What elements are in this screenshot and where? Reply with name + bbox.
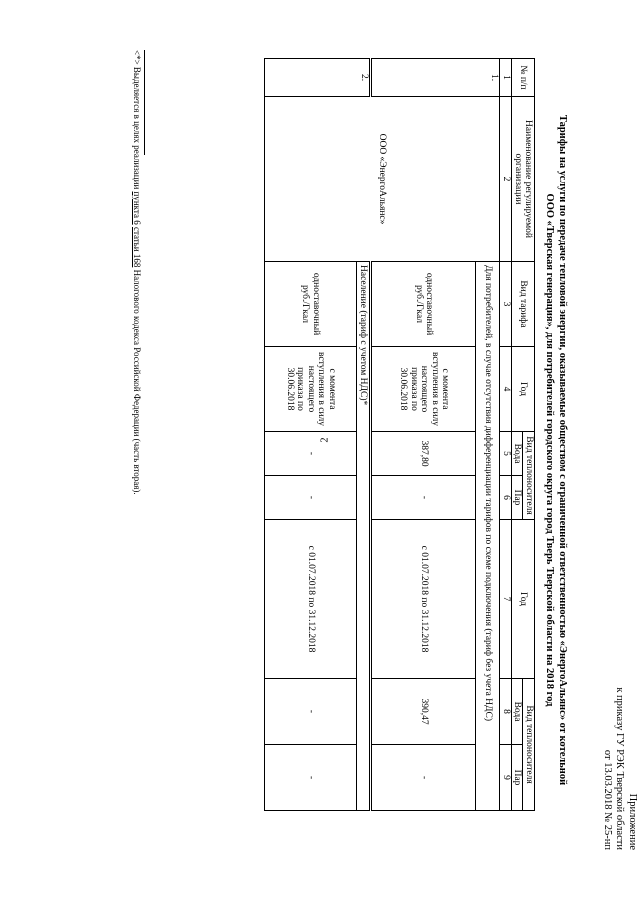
col-number: 6 — [500, 476, 512, 520]
footnote-link-point[interactable]: пункта 6 — [132, 191, 142, 225]
row-1-water-1: 387,80 — [371, 432, 476, 476]
footnote — [131, 50, 142, 810]
col-number: 7 — [500, 520, 512, 679]
col-number: 2 — [500, 97, 512, 262]
row-1-period-1: с момента вступления в силу настоящего приказа по 30.06.2018 — [371, 347, 476, 432]
footnote-suffix: Налогового кодекса Российской Федерации (часть вторая). — [132, 269, 142, 495]
header-year-2: Год — [512, 520, 535, 679]
section-1-heading-row — [476, 59, 500, 811]
header-water-2: Вода — [512, 679, 524, 745]
col-number: 9 — [500, 745, 512, 811]
document-title — [543, 30, 568, 870]
row-1-steam-2: - — [371, 745, 476, 811]
row-2-water-2: - — [265, 679, 357, 745]
row-1-steam-1: - — [371, 476, 476, 520]
header-carrier-2: Вид теплоносителя — [523, 679, 535, 811]
header-steam-1: Пар — [512, 476, 524, 520]
footnote-prefix: <*> Выделяется в целях реализации — [132, 50, 142, 190]
footnote-link-article[interactable]: статьи 168 — [132, 226, 142, 268]
column-number-row — [500, 59, 512, 811]
page-number: 2 — [319, 437, 331, 443]
footnote-divider — [144, 50, 145, 155]
col-number: 8 — [500, 679, 512, 745]
appendix-date: от 13.03.2018 № 25-нп — [602, 749, 613, 850]
header-carrier-1: Вид теплоносителя — [523, 432, 535, 520]
row-1-number: 1. — [371, 59, 500, 97]
organization-name: ООО «ЭнергоАльянс» — [265, 97, 501, 262]
col-number: 5 — [500, 432, 512, 476]
row-2-steam-1: - — [265, 476, 357, 520]
appendix-order: к приказу ГУ РЭК Тверской области — [614, 687, 626, 850]
row-1-tariff-type: одноставочный руб./Гкал — [371, 262, 476, 347]
tariff-table — [264, 58, 535, 811]
header-water-1: Вода — [512, 432, 524, 476]
row-1-period-2: с 01.07.2018 по 31.12.2018 — [371, 520, 476, 679]
header-num: № п/п — [512, 59, 535, 97]
row-2-steam-2: - — [265, 745, 357, 811]
section-1-heading: Для потребителей, в случае отсутствия дифференциации тарифов по схеме подключения (тариф без учета НДС) — [476, 262, 500, 811]
appendix-header — [601, 490, 639, 850]
row-2-period-2: с 01.07.2018 по 31.12.2018 — [265, 520, 357, 679]
row-2-period-1: с момента вступления в силу настоящего приказа по 30.06.2018 — [265, 347, 357, 432]
header-steam-2: Пар — [512, 745, 524, 811]
col-number: 1 — [500, 59, 512, 97]
title-line-1: Тарифы на услуги по передаче тепловой энергии, оказываемые обществом с ограниченной ответственностью «ЭнергоАльянс» от котельной — [557, 114, 568, 786]
row-1-water-2: 390,47 — [371, 679, 476, 745]
appendix-title: Приложение — [627, 793, 638, 850]
col-number: 4 — [500, 347, 512, 432]
row-2-water-1: - — [265, 432, 357, 476]
title-line-2: ООО «Тверская генерация», для потребителей городского округа город Тверь Тверской области на 2018 год — [544, 193, 556, 707]
header-organization: Наименование регулируемой организации — [512, 97, 535, 262]
col-number: 3 — [500, 262, 512, 347]
header-tariff-type: Вид тарифа — [512, 262, 535, 347]
row-2-tariff-type: одноставочный руб./Гкал — [265, 262, 357, 347]
rotated-document-page — [80, 30, 639, 870]
header-year-1: Год — [512, 347, 535, 432]
section-2-heading: Население (тариф с учетом НДС)* — [357, 262, 372, 811]
row-2-number: 2. — [265, 59, 372, 97]
